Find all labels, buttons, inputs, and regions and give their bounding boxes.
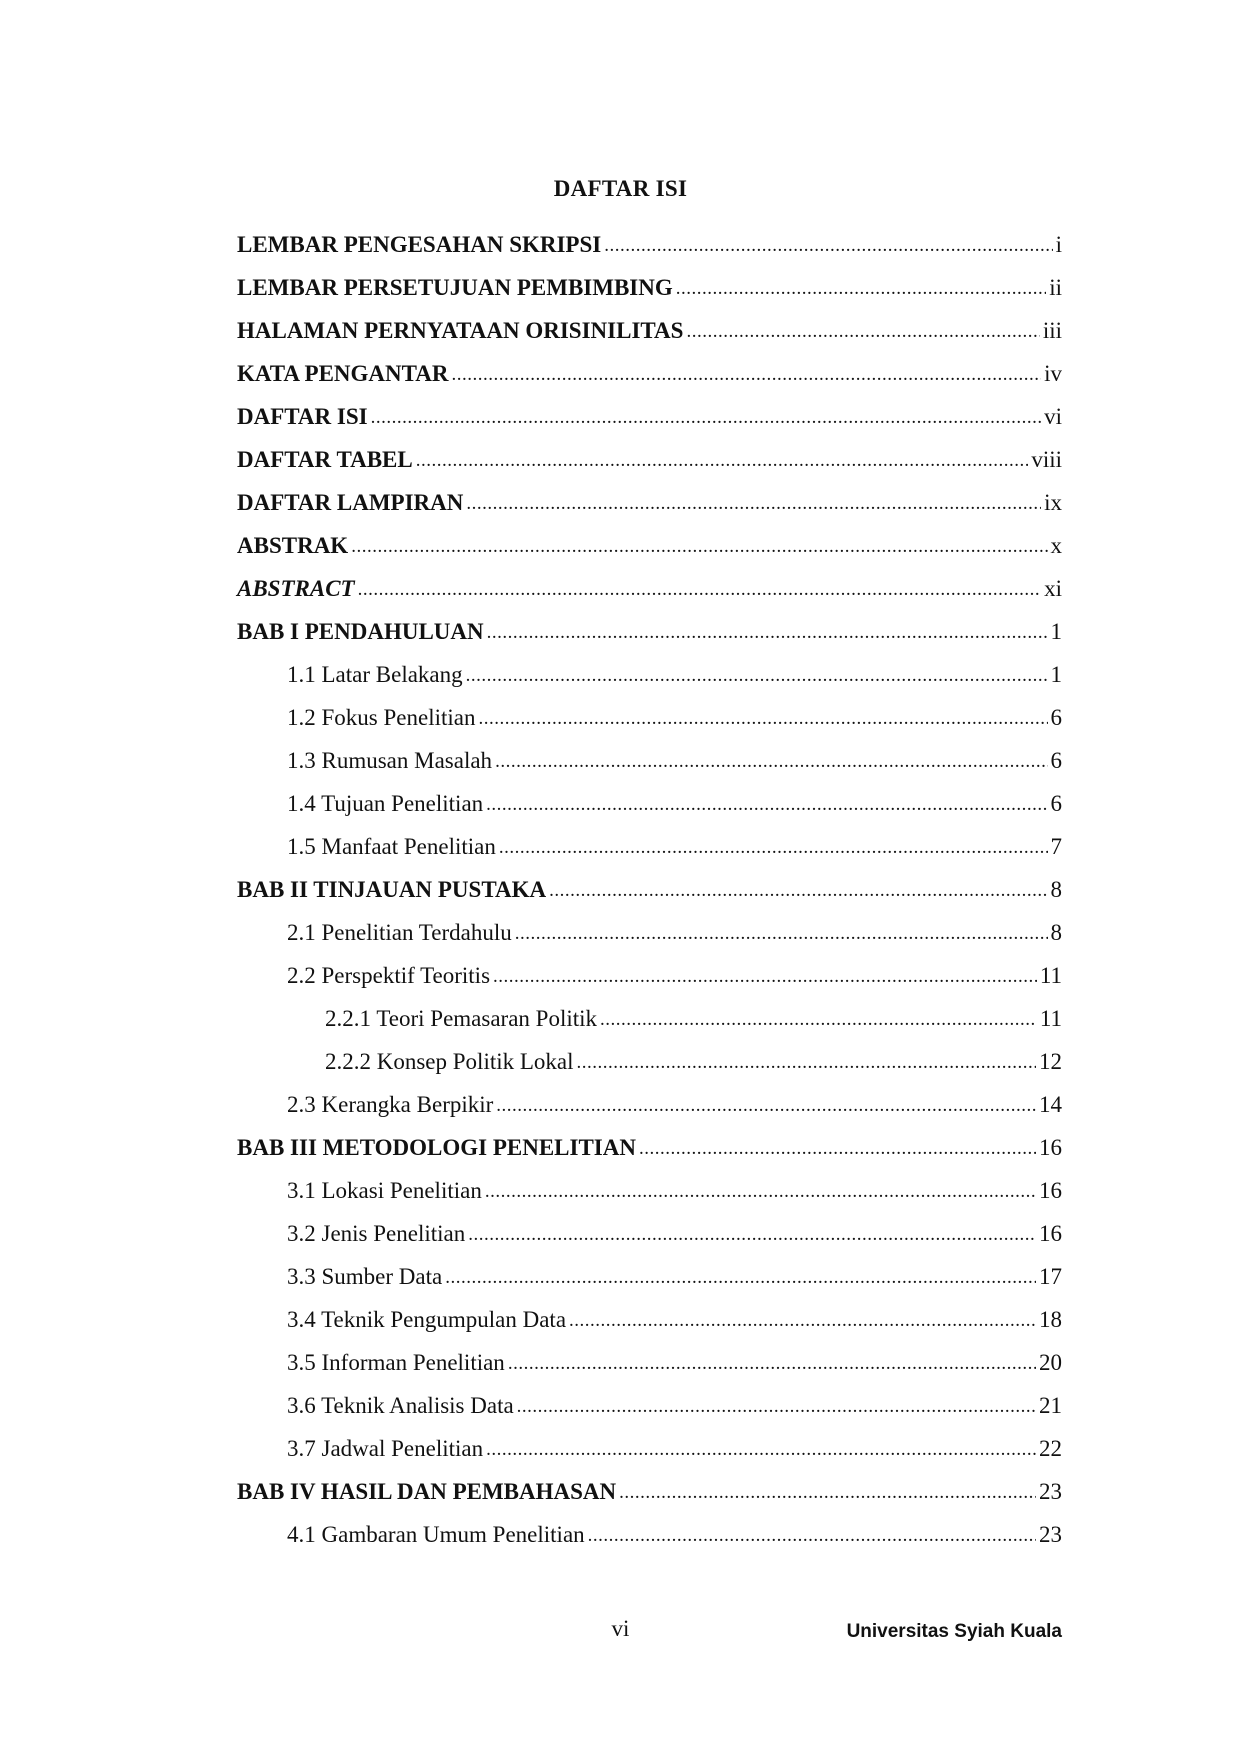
toc-entry <box>237 533 1062 576</box>
toc-entry-label: 2.2 Perspektif Teoritis <box>287 963 491 988</box>
toc-entry-page: 1 <box>1050 662 1062 687</box>
toc-entry-page: 16 <box>1039 1178 1062 1203</box>
table-of-contents <box>237 232 1062 1565</box>
toc-entry-label: ABSTRAK <box>237 533 349 558</box>
toc-entry-page: i <box>1055 232 1062 257</box>
toc-entry-label: HALAMAN PERNYATAAN ORISINILITAS <box>237 318 684 343</box>
toc-entry-label: 3.2 Jenis Penelitian <box>287 1221 466 1246</box>
toc-dot-leader <box>486 1439 1036 1461</box>
toc-entry-label: ABSTRACT <box>237 576 355 601</box>
toc-dot-leader <box>517 1396 1036 1418</box>
toc-entry-label: 3.6 Teknik Analisis Data <box>287 1393 514 1418</box>
toc-entry <box>237 748 1062 791</box>
toc-entry <box>237 404 1062 447</box>
toc-entry-page: 1 <box>1050 619 1062 644</box>
toc-entry-page: 11 <box>1039 963 1062 988</box>
toc-entry-label: 3.7 Jadwal Penelitian <box>287 1436 484 1461</box>
toc-dot-leader <box>499 837 1048 859</box>
toc-entry-label: 3.4 Teknik Pengumpulan Data <box>287 1307 567 1332</box>
toc-entry-label: 4.1 Gambaran Umum Penelitian <box>287 1522 585 1547</box>
toc-entry-label: BAB II TINJAUAN PUSTAKA <box>237 877 547 902</box>
toc-entry-page: 6 <box>1050 748 1062 773</box>
toc-entry-page: 21 <box>1039 1393 1062 1418</box>
toc-dot-leader <box>600 1009 1037 1031</box>
toc-entry-page: vi <box>1044 404 1062 429</box>
toc-entry-label: BAB IV HASIL DAN PEMBAHASAN <box>237 1479 617 1504</box>
toc-dot-leader <box>639 1138 1036 1160</box>
toc-dot-leader <box>515 923 1048 945</box>
toc-entry-label: DAFTAR TABEL <box>237 447 413 472</box>
toc-entry-label: 1.1 Latar Belakang <box>287 662 463 687</box>
page-title: DAFTAR ISI <box>553 176 688 201</box>
toc-entry <box>237 1307 1062 1350</box>
toc-entry-page: 16 <box>1039 1135 1062 1160</box>
toc-entry-page: iii <box>1042 318 1062 343</box>
toc-dot-leader <box>493 966 1037 988</box>
toc-entry-page: 22 <box>1039 1436 1062 1461</box>
toc-entry <box>237 877 1062 920</box>
toc-entry-page: 6 <box>1050 791 1062 816</box>
toc-dot-leader <box>686 321 1039 343</box>
toc-entry-label: 3.1 Lokasi Penelitian <box>287 1178 482 1203</box>
toc-entry <box>237 1479 1062 1522</box>
toc-entry <box>237 1264 1062 1307</box>
toc-dot-leader <box>619 1482 1036 1504</box>
toc-dot-leader <box>468 1224 1036 1246</box>
footer-page-number: vi <box>611 1616 630 1641</box>
toc-entry <box>237 1178 1062 1221</box>
toc-entry-page: 12 <box>1039 1049 1062 1074</box>
toc-entry-label: KATA PENGANTAR <box>237 361 449 386</box>
toc-dot-leader <box>495 751 1047 773</box>
toc-entry <box>237 1135 1062 1178</box>
toc-entry-label: 2.2.1 Teori Pemasaran Politik <box>325 1006 598 1031</box>
toc-entry <box>237 705 1062 748</box>
toc-dot-leader <box>486 794 1047 816</box>
toc-entry <box>237 963 1062 1006</box>
toc-dot-leader <box>416 450 1029 472</box>
toc-entry-label: 2.1 Penelitian Terdahulu <box>287 920 512 945</box>
toc-entry <box>237 1350 1062 1393</box>
toc-entry <box>237 576 1062 619</box>
toc-entry <box>237 275 1062 318</box>
toc-dot-leader <box>487 622 1048 644</box>
toc-entry <box>237 920 1062 963</box>
toc-entry-page: ix <box>1044 490 1062 515</box>
toc-entry-page: 20 <box>1039 1350 1062 1375</box>
toc-entry-label: 1.5 Manfaat Penelitian <box>287 834 496 859</box>
toc-entry <box>237 1393 1062 1436</box>
toc-entry <box>237 1092 1062 1135</box>
toc-entry-page: 16 <box>1039 1221 1062 1246</box>
toc-dot-leader <box>466 493 1041 515</box>
toc-dot-leader <box>371 407 1042 429</box>
toc-dot-leader <box>351 536 1047 558</box>
toc-entry-label: BAB III METODOLOGI PENELITIAN <box>237 1135 636 1160</box>
toc-entry-label: DAFTAR LAMPIRAN <box>237 490 464 515</box>
toc-entry-label: DAFTAR ISI <box>237 404 368 429</box>
toc-entry <box>237 361 1062 404</box>
toc-entry <box>237 619 1062 662</box>
toc-entry <box>237 791 1062 834</box>
toc-dot-leader <box>451 364 1041 386</box>
toc-entry <box>237 318 1062 361</box>
toc-entry <box>237 1049 1062 1092</box>
toc-entry <box>237 1006 1062 1049</box>
toc-dot-leader <box>466 665 1048 687</box>
toc-entry-page: 6 <box>1050 705 1062 730</box>
toc-entry <box>237 447 1062 490</box>
toc-dot-leader <box>604 235 1052 257</box>
toc-entry-label: 3.3 Sumber Data <box>287 1264 443 1289</box>
toc-entry-page: 23 <box>1039 1522 1062 1547</box>
toc-dot-leader <box>569 1310 1036 1332</box>
toc-entry-label: 1.3 Rumusan Masalah <box>287 748 493 773</box>
toc-entry-page: 18 <box>1039 1307 1062 1332</box>
toc-entry-page: x <box>1050 533 1062 558</box>
toc-entry <box>237 1221 1062 1264</box>
toc-entry-label: 2.2.2 Konsep Politik Lokal <box>325 1049 574 1074</box>
toc-entry <box>237 1436 1062 1479</box>
toc-dot-leader <box>588 1525 1036 1547</box>
footer-university-name: Universitas Syiah Kuala <box>846 1621 1062 1642</box>
toc-dot-leader <box>577 1052 1036 1074</box>
toc-entry-label: 1.4 Tujuan Penelitian <box>287 791 484 816</box>
toc-entry-label: LEMBAR PENGESAHAN SKRIPSI <box>237 232 602 257</box>
toc-entry-page: ii <box>1049 275 1062 300</box>
toc-entry-page: 17 <box>1039 1264 1062 1289</box>
toc-entry-page: viii <box>1031 447 1062 472</box>
toc-entry-page: 8 <box>1050 920 1062 945</box>
toc-entry-label: 1.2 Fokus Penelitian <box>287 705 476 730</box>
toc-entry <box>237 232 1062 275</box>
toc-entry-page: 23 <box>1039 1479 1062 1504</box>
toc-dot-leader <box>478 708 1047 730</box>
toc-entry <box>237 834 1062 877</box>
toc-dot-leader <box>676 278 1046 300</box>
toc-entry-page: 14 <box>1039 1092 1062 1117</box>
toc-dot-leader <box>496 1095 1036 1117</box>
toc-entry-page: 7 <box>1050 834 1062 859</box>
toc-entry <box>237 1522 1062 1565</box>
toc-dot-leader <box>549 880 1047 902</box>
toc-entry-label: 3.5 Informan Penelitian <box>287 1350 505 1375</box>
toc-dot-leader <box>508 1353 1036 1375</box>
toc-entry-page: 8 <box>1050 877 1062 902</box>
toc-entry <box>237 490 1062 533</box>
toc-entry <box>237 662 1062 705</box>
toc-dot-leader <box>445 1267 1036 1289</box>
toc-entry-label: BAB I PENDAHULUAN <box>237 619 484 644</box>
toc-dot-leader <box>358 579 1042 601</box>
toc-entry-page: 11 <box>1039 1006 1062 1031</box>
toc-entry-label: 2.3 Kerangka Berpikir <box>287 1092 494 1117</box>
toc-entry-page: xi <box>1044 576 1062 601</box>
toc-entry-page: iv <box>1044 361 1062 386</box>
toc-dot-leader <box>485 1181 1036 1203</box>
toc-entry-label: LEMBAR PERSETUJUAN PEMBIMBING <box>237 275 673 300</box>
